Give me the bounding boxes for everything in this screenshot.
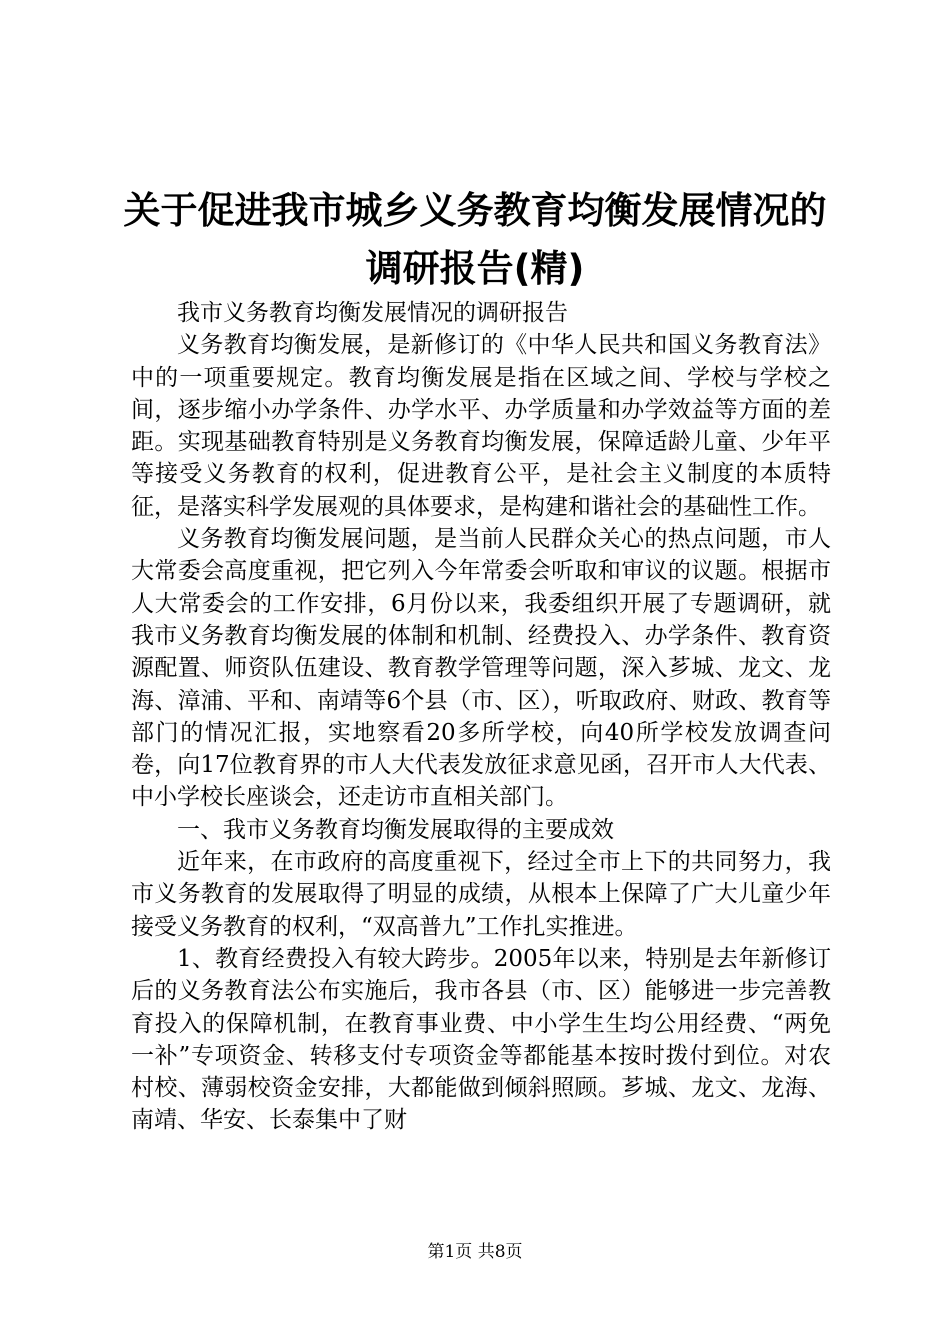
paragraph-subtitle: 我市义务教育均衡发展情况的调研报告 [177,300,568,326]
document-title: 关于促进我市城乡义务教育均衡发展情况的调研报告(精) [123,189,827,290]
document-body [131,297,831,1137]
section-heading: 一、我市义务教育均衡发展取得的主要成效 [177,816,614,843]
paragraph-intro: 义务教育均衡发展，是新修订的《中华人民共和国义务教育法》中的一项重要规定。教育均衡发展是指在区域之间、学校与学校之间，逐步缩小办学条件、办学水平、办学质量和办学效益等方面的差距。实现基础教育特别是义务教育均衡发展，保障适龄儿童、少年平等接受义务教育的权利，促进教育公平，是社会主义制度的本质特征，是落实科学发展观的具体要求，是构建和谐社会的基础性工作。 [131,332,831,520]
page-number-footer: 第1页 共8页 [427,1242,523,1262]
paragraph-background: 义务教育均衡发展问题，是当前人民群众关心的热点问题，市人大常委会高度重视，把它列入今年常委会听取和审议的议题。根据市人大常委会的工作安排，6月份以来，我委组织开展了专题调研，就我市义务教育均衡发展的体制和机制、经费投入、办学条件、教育资源配置、师资队伍建设、教育教学管理等问题，深入芗城、龙文、龙海、漳浦、平和、南靖等6个县（市、区），听取政府、财政、教育等部门的情况汇报，实地察看20多所学校，向40所学校发放调查问卷，向17位教育界的市人大代表发放征求意见函，召开市人大代表、中小学校长座谈会，还走访市直相关部门。 [131,526,831,811]
paragraph-achievements: 近年来，在市政府的高度重视下，经过全市上下的共同努力，我市义务教育的发展取得了明显的成绩，从根本上保障了广大儿童少年接受义务教育的权利，“双高普九”工作扎实推进。 [131,849,831,940]
paragraph-funding: 1、教育经费投入有较大跨步。2005年以来，特别是去年新修订后的义务教育法公布实施后，我市各县（市、区）能够进一步完善教育投入的保障机制，在教育事业费、中小学生生均公用经费、“两免一补”专项资金、转移支付专项资金等都能基本按时拨付到位。对农村校、薄弱校资金安排，大都能做到倾斜照顾。芗城、龙文、龙海、南靖、华安、长泰集中了财 [131,945,831,1134]
